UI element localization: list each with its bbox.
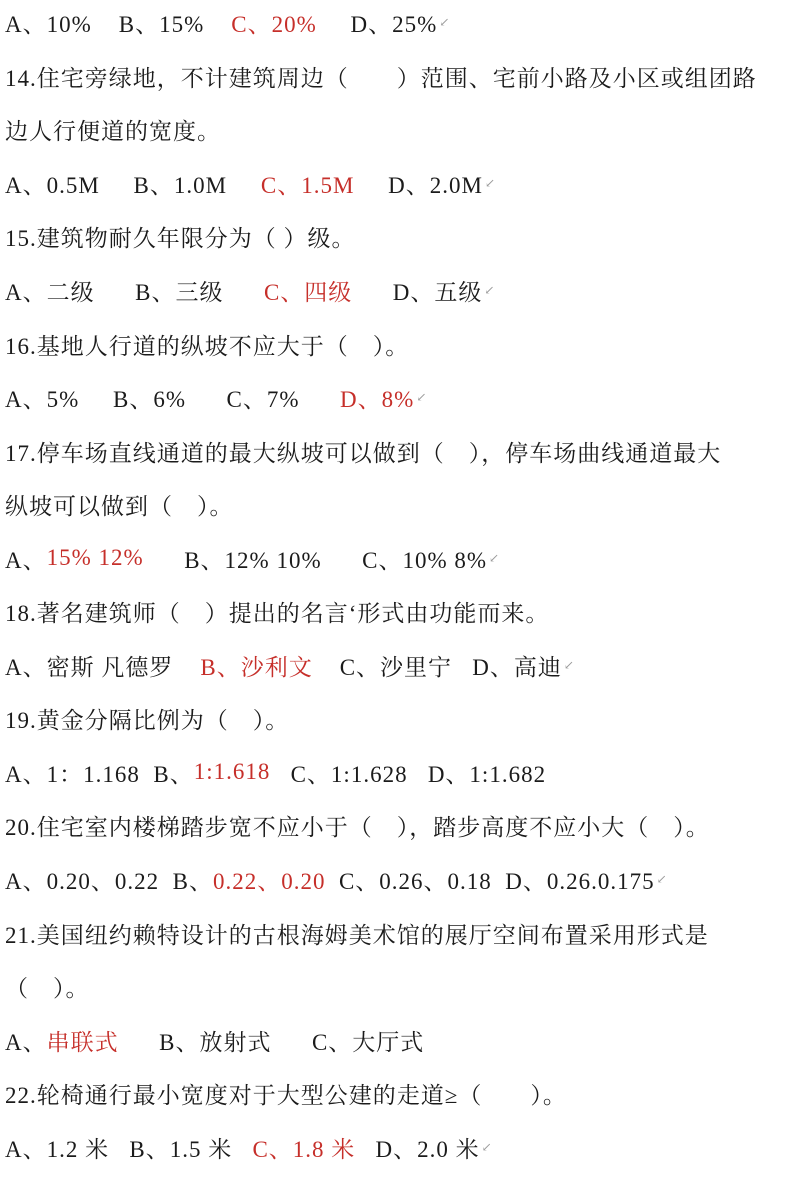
text-segment: 18.著名建筑师（ ）提出的名言‘形式由功能而来。 xyxy=(5,601,550,627)
document-line-question xyxy=(5,799,800,853)
paragraph-mark-icon: ↙ xyxy=(484,283,496,297)
text-segment: A、1.2 米 B、1.5 米 xyxy=(5,1136,253,1162)
correct-answer-text: 串联式 xyxy=(46,1029,119,1055)
correct-answer-text: C、1.8 米 xyxy=(252,1136,356,1162)
document-line-question xyxy=(5,1067,800,1121)
text-segment: 19.黄金分隔比例为（ ）。 xyxy=(5,708,290,734)
document-line-question xyxy=(5,317,800,371)
text-segment: A、二级 B、三级 xyxy=(5,280,264,305)
text-segment: 20.住宅室内楼梯踏步宽不应小于（ ），踏步高度不应小大（ ）。 xyxy=(5,815,710,841)
correct-answer-text: C、1.5M xyxy=(260,172,355,198)
text-segment: 22.轮椅通行最小宽度对于大型公建的走道≥（ ）。 xyxy=(5,1083,567,1109)
correct-answer-text: C、20% xyxy=(231,12,317,38)
document-line-options xyxy=(5,157,800,211)
text-segment: 14.住宅旁绿地，不计建筑周边（ ）范围、宅前小路及小区或组团路 xyxy=(5,65,757,91)
correct-answer-text: 0.22、0.20 xyxy=(212,869,326,895)
text-segment: D、2.0 米 xyxy=(355,1136,480,1162)
paragraph-mark-icon: ↙ xyxy=(656,872,668,887)
text-segment: 纵坡可以做到（ ）。 xyxy=(5,494,234,520)
document-line-options xyxy=(5,1013,800,1067)
document-line-question xyxy=(5,424,800,478)
text-segment: D、五级 xyxy=(352,280,483,305)
text-segment: A、0.20、0.22 B、 xyxy=(5,869,213,895)
document-line-question xyxy=(5,692,800,746)
text-segment: A、1：1.168 B、 xyxy=(5,761,194,787)
correct-answer-text: B、沙利文 xyxy=(200,654,313,680)
document-line-question xyxy=(5,585,800,639)
text-segment: 17.停车场直线通道的最大纵坡可以做到（ ），停车场曲线通道最大 xyxy=(5,440,722,466)
document-line-question xyxy=(5,210,800,264)
document-line-question xyxy=(5,906,800,960)
document-line-question xyxy=(5,50,800,104)
correct-answer-text: 1:1.618 xyxy=(193,759,271,785)
document-line-options xyxy=(5,0,800,50)
text-segment: （ ）。 xyxy=(5,976,90,1002)
text-segment: C、沙里宁 D、高迪 xyxy=(312,654,562,680)
document-line-question-continuation xyxy=(5,103,800,157)
text-segment: A、10% B、15% xyxy=(5,12,232,38)
text-segment: 边人行便道的宽度。 xyxy=(5,119,221,145)
document-line-options xyxy=(5,639,800,693)
document-line-options xyxy=(5,1120,800,1174)
paragraph-mark-icon: ↙ xyxy=(563,657,575,672)
text-segment: A、5% B、6% C、7% xyxy=(5,387,341,413)
text-segment: B、12% 10% C、10% 8% xyxy=(143,547,488,573)
text-segment: A、 xyxy=(5,547,47,573)
text-segment: A、密斯 凡德罗 xyxy=(5,654,201,680)
text-segment: D、2.0M xyxy=(354,172,483,198)
text-segment: 15.建筑物耐久年限分为（ ）级。 xyxy=(5,226,356,252)
document-line-question-continuation xyxy=(5,960,800,1014)
text-segment: 21.美国纽约赖特设计的古根海姆美术馆的展厅空间布置采用形式是 xyxy=(5,922,709,948)
text-segment: B、放射式 C、大厅式 xyxy=(118,1029,425,1055)
document-line-options xyxy=(5,371,800,425)
document-line-options xyxy=(5,746,800,800)
text-segment: C、0.26、0.18 D、0.26.0.175 xyxy=(325,869,655,895)
text-segment: C、1:1.628 D、1:1.682 xyxy=(270,761,547,787)
correct-answer-text: 15% 12% xyxy=(46,545,144,571)
document-line-options xyxy=(5,853,800,907)
document-line-question-continuation xyxy=(5,478,800,532)
correct-answer-text: D、8% xyxy=(340,387,415,413)
paragraph-mark-icon: ↙ xyxy=(489,550,501,565)
paragraph-mark-icon: ↙ xyxy=(484,175,497,190)
paragraph-mark-icon: ↙ xyxy=(416,390,428,405)
text-segment: A、 xyxy=(5,1029,47,1055)
document-line-options xyxy=(5,264,800,318)
text-segment: D、25% xyxy=(316,12,438,38)
paragraph-mark-icon: ↙ xyxy=(439,15,451,30)
text-segment: 16.基地人行道的纵坡不应大于（ ）。 xyxy=(5,333,410,359)
text-segment: A、0.5M B、1.0M xyxy=(5,172,261,198)
correct-answer-text: C、四级 xyxy=(263,280,353,305)
paragraph-mark-icon: ↙ xyxy=(481,1139,493,1154)
document-line-options xyxy=(5,531,800,585)
